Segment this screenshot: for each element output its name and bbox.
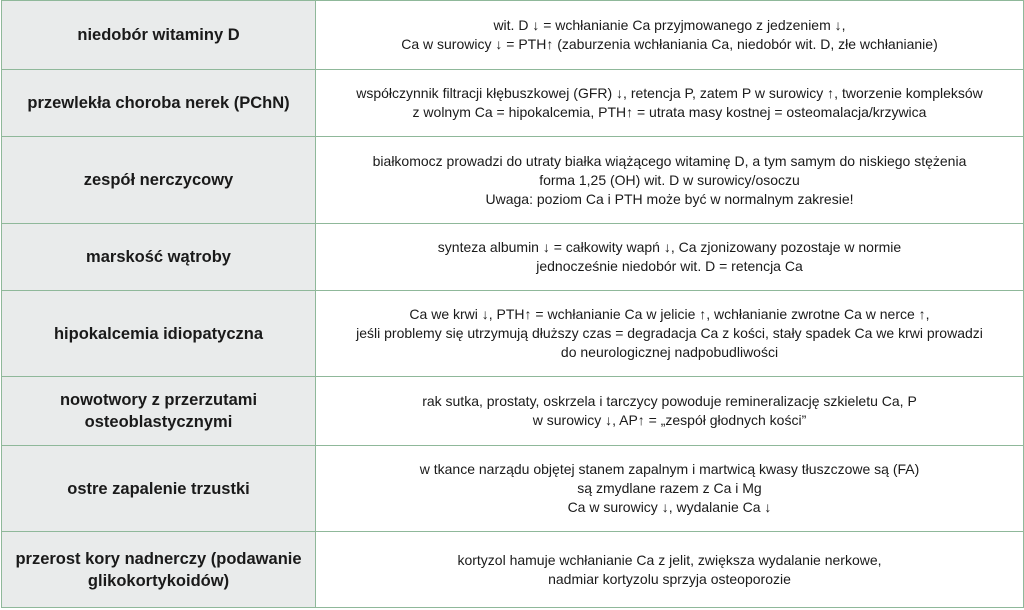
condition-cell: ostre zapalenie trzustki xyxy=(2,446,316,532)
description-line: synteza albumin ↓ = całkowity wapń ↓, Ca zjonizowany pozostaje w normie xyxy=(437,239,902,255)
table-row xyxy=(2,224,1024,291)
description-cell xyxy=(316,532,1024,608)
description-line: jednocześnie niedobór wit. D = retencja Ca xyxy=(536,258,803,274)
description-line: jeśli problemy się utrzymują dłuższy czas = degradacja Ca z kości, stały spadek Ca we krwi prowadzi xyxy=(356,325,983,341)
description-line: Uwaga: poziom Ca i PTH może być w normalnym zakresie! xyxy=(485,190,854,207)
description-line: Ca w surowicy ↓ = PTH↑ (zaburzenia wchłaniania Ca, niedobór wit. D, złe wchłanianie) xyxy=(401,36,938,52)
description-line: do neurologicznej nadpobudliwości xyxy=(560,344,779,360)
description-line: z wolnym Ca = hipokalcemia, PTH↑ = utrata masy kostnej = osteomalacja/krzywica xyxy=(412,104,927,120)
table-row xyxy=(2,532,1024,608)
table-row xyxy=(2,291,1024,377)
table-row xyxy=(2,446,1024,532)
condition-cell: hipokalcemia idiopatyczna xyxy=(2,291,316,377)
description-line: nadmiar kortyzolu sprzyja osteoporozie xyxy=(548,570,791,587)
description-cell xyxy=(316,1,1024,70)
condition-cell: nowotwory z przerzutami osteoblastycznymi xyxy=(2,377,316,446)
condition-cell: marskość wątroby xyxy=(2,224,316,291)
description-cell xyxy=(316,291,1024,377)
description-line: są zmydlane razem z Ca i Mg xyxy=(577,480,762,496)
description-line: kortyzol hamuje wchłanianie Ca z jelit, zwiększa wydalanie nerkowe, xyxy=(457,551,882,568)
description-cell xyxy=(316,70,1024,137)
description-line: w tkance narządu objętej stanem zapalnym i martwicą kwasy tłuszczowe są (FA) xyxy=(419,461,920,477)
table-row xyxy=(2,377,1024,446)
description-line: rak sutka, prostaty, oskrzela i tarczycy powoduje remineralizację szkieletu Ca, P xyxy=(422,393,917,409)
description-line: Ca w surowicy ↓, wydalanie Ca ↓ xyxy=(567,499,772,515)
condition-cell: zespół nerczycowy xyxy=(2,137,316,224)
table-row xyxy=(2,70,1024,137)
description-line: współczynnik filtracji kłębuszkowej (GFR) ↓, retencja P, zatem P w surowicy ↑, tworzenie kompleksów xyxy=(356,85,983,101)
description-line: w surowicy ↓, AP↑ = „zespół głodnych kości” xyxy=(532,412,807,428)
description-line: Ca we krwi ↓, PTH↑ = wchłanianie Ca w jelicie ↑, wchłanianie zwrotne Ca w nerce ↑, xyxy=(409,306,930,322)
table-row xyxy=(2,137,1024,224)
description-cell xyxy=(316,377,1024,446)
description-line: białkomocz prowadzi do utraty białka wiążącego witaminę D, a tym samym do niskiego stężenia xyxy=(372,152,967,169)
description-cell xyxy=(316,224,1024,291)
description-cell xyxy=(316,446,1024,532)
description-line: forma 1,25 (OH) wit. D w surowicy/osoczu xyxy=(539,171,800,188)
table-row xyxy=(2,1,1024,70)
description-cell xyxy=(316,137,1024,224)
condition-cell: przerost kory nadnerczy (podawanie glikokortykoidów) xyxy=(2,532,316,608)
hypocalcemia-causes-table xyxy=(1,0,1024,608)
condition-cell: niedobór witaminy D xyxy=(2,1,316,70)
condition-cell: przewlekła choroba nerek (PChN) xyxy=(2,70,316,137)
description-line: wit. D ↓ = wchłanianie Ca przyjmowanego z jedzeniem ↓, xyxy=(493,17,846,33)
